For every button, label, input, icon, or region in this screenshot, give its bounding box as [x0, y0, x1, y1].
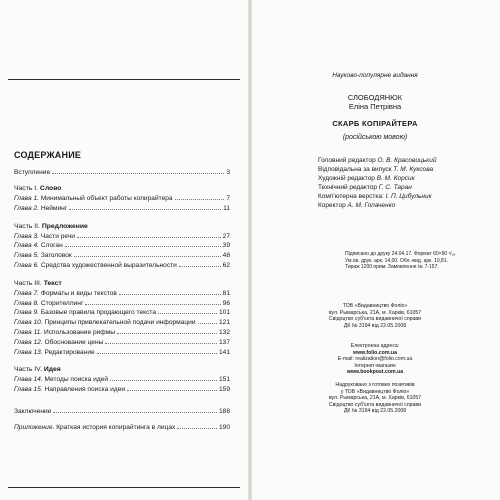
- credit-name: Г. С. Таран: [378, 184, 412, 191]
- toc-chapter-2-4-text: Средства художественной выразительности: [40, 262, 177, 269]
- credit-line: [318, 183, 436, 192]
- toc-chapter-3-1-text: Глава 7.: [14, 289, 41, 297]
- publisher-info: [250, 303, 500, 329]
- toc-part-4: [14, 365, 61, 374]
- toc-chapter-1-2-label: [14, 204, 67, 213]
- toc-chapter-2-1: [14, 232, 230, 241]
- toc-chapter-3-4-label: [14, 318, 196, 327]
- printer-line: вул. Рымарська, 21А, м. Харків, 61057: [328, 395, 422, 402]
- toc-chapter-3-6-label: [14, 338, 103, 347]
- toc-chapter-3-1-row: [14, 289, 230, 298]
- toc-chapter-1-2-text: Глава 2.: [14, 204, 41, 212]
- toc-part-3: [14, 279, 62, 288]
- credit-line: [318, 201, 436, 210]
- toc-part-prefix: Часть I.: [14, 185, 40, 192]
- toc-chapter-2-4-row: [14, 261, 230, 270]
- toc-chapter-3-3-row: [14, 308, 230, 317]
- publisher-line: вул. Рымарська, 21А, м. Харків, 61057: [328, 309, 422, 316]
- toc-part-prefix: Часть III.: [14, 279, 44, 287]
- toc-chapter-2-2-text: Слоган: [40, 242, 63, 250]
- toc-chapter-2-1-page: 27: [222, 232, 230, 240]
- toc-chapter-3-7-label: [14, 348, 95, 357]
- toc-chapter-2-2-text: Глава 4.: [14, 242, 41, 250]
- toc-chapter-1-2-leader: [69, 208, 221, 210]
- toc-part-title: Идея: [43, 366, 61, 374]
- toc-intro-text: Вступление: [14, 169, 51, 176]
- toc-chapter-2-4: [14, 261, 230, 270]
- toc-chapter-2-1-label: [14, 232, 75, 241]
- toc-chapter-3-5: [14, 328, 230, 337]
- publisher-line: ТОВ «Видавництво Фоліо»: [342, 303, 408, 309]
- toc-chapter-1-1: [14, 194, 230, 203]
- toc-chapter-3-4-leader: [198, 322, 217, 324]
- toc-chapter-3-7-page: 141: [218, 348, 230, 356]
- toc-chapter-1-2-text: Нейминг: [40, 204, 68, 212]
- toc-chapter-2-4-label: [14, 261, 177, 270]
- toc-chapter-1-1-leader: [175, 198, 225, 200]
- toc-chapter-3-6-row: [14, 338, 230, 347]
- toc-conclusion: [14, 407, 230, 416]
- credit-name: О. В. Красовицький: [377, 157, 437, 164]
- printer-line: ДК № 3194 від 22.05.2008: [343, 408, 407, 415]
- toc-chapter-2-3-page: 48: [222, 252, 230, 260]
- credit-role: Головний редактор: [318, 157, 378, 164]
- credit-role: Коректор: [318, 202, 348, 209]
- toc-chapter-3-7-text: Глава 13.: [14, 348, 45, 356]
- toc-conclusion-page: 188: [218, 408, 230, 415]
- toc-chapter-3-5-label: [14, 328, 115, 337]
- toc-chapter-4-2-leader: [127, 389, 217, 391]
- toc-chapter-3-3-text: Глава 9.: [14, 309, 41, 317]
- toc-conclusion-row: [14, 407, 230, 416]
- bottom-rule: [8, 487, 240, 488]
- credit-role: Технічний редактор: [318, 184, 379, 191]
- toc-title: СОДЕРЖАНИЕ: [14, 150, 82, 160]
- toc-chapter-2-3-row: [14, 251, 230, 260]
- toc-chapter-4-1-row: [14, 375, 230, 384]
- contact-info: [250, 343, 500, 376]
- toc-chapter-3-5-row: [14, 328, 230, 337]
- toc-intro-row: [14, 168, 230, 177]
- toc-chapter-2-4-leader: [179, 265, 221, 267]
- contact-line: www.folio.com.ua: [353, 349, 397, 356]
- toc-chapter-3-2-text: Сторителлинг: [40, 299, 84, 307]
- print-line: Ум.ов. друк. арк. 14,00. Обл.-вид. арк. 10,81.: [345, 257, 448, 264]
- toc-intro: [14, 168, 230, 177]
- toc-chapter-4-2-row: [14, 385, 230, 394]
- toc-chapter-3-7-leader: [97, 352, 217, 354]
- toc-appendix-page: 190: [218, 424, 230, 431]
- toc-intro-label: [14, 168, 50, 177]
- toc-chapter-1-1-text: Минимальный объект работы копирайтера: [40, 195, 173, 202]
- toc-part-title: Текст: [43, 279, 62, 287]
- toc-chapter-4-2-text: Направления поиска идеи: [44, 386, 126, 394]
- toc-chapter-3-3-page: 101: [218, 309, 230, 317]
- toc-chapter-3-7-row: [14, 348, 230, 357]
- toc-chapter-1-2-page: 11: [223, 204, 230, 212]
- toc-chapter-2-1-row: [14, 232, 230, 241]
- toc-appendix-leader: [177, 427, 217, 429]
- toc-chapter-3-3-label: [14, 308, 156, 317]
- toc-chapter-3-5-page: 132: [218, 329, 230, 336]
- printer-info: [250, 382, 500, 415]
- print-line: Підписано до друку 24.04.17. Формат 60×90 ¹/₁₆.: [345, 251, 457, 257]
- print-info: [345, 251, 457, 271]
- toc-chapter-2-2: [14, 241, 230, 250]
- credit-role: Художній редактор: [318, 175, 377, 182]
- toc-chapter-1-1-page: 7: [226, 195, 230, 202]
- toc-appendix-text: Краткая история копирайтинга в лицах: [56, 424, 176, 431]
- toc-chapter-3-3: [14, 308, 230, 317]
- toc-chapter-2-4-text: Глава 6.: [14, 262, 41, 269]
- toc-chapter-2-3: [14, 251, 230, 260]
- credit-line: [318, 192, 436, 201]
- printer-line: Свідоцтво суб'єкта видавничої справи: [328, 401, 422, 408]
- toc-chapter-1-2: [14, 204, 230, 213]
- author-name: Еліна Петрівна: [348, 102, 402, 111]
- toc-chapter-3-2-text: Глава 8.: [14, 299, 41, 307]
- print-line: Тираж 1200 прим. Замовлення № 7-157.: [345, 264, 439, 270]
- author-surname: СЛОБОДЯНЮК: [347, 93, 403, 102]
- toc-part-prefix: Часть IV.: [14, 366, 44, 374]
- toc-chapter-4-1: [14, 375, 230, 384]
- toc-chapter-3-5-leader: [117, 332, 217, 334]
- toc-chapter-3-2-page: 96: [222, 299, 230, 307]
- toc-chapter-3-1-text: Форматы и виды текстов: [40, 289, 117, 297]
- toc-chapter-3-1: [14, 289, 230, 298]
- credit-name: А. М. Гопаченко: [347, 202, 396, 209]
- toc-chapter-3-1-label: [14, 289, 117, 298]
- toc-chapter-3-4-row: [14, 318, 230, 327]
- toc-chapter-4-1-text: Глава 14.: [14, 376, 45, 384]
- toc-chapter-3-6: [14, 338, 230, 347]
- toc-chapter-2-2-label: [14, 241, 63, 250]
- toc-chapter-4-2: [14, 385, 230, 394]
- credit-role: Комп'ютерна верстка:: [318, 193, 386, 200]
- toc-conclusion-text: Заключение: [14, 408, 52, 415]
- toc-chapter-3-2-leader: [85, 303, 220, 305]
- toc-chapter-3-2-label: [14, 299, 83, 308]
- toc-chapter-1-1-text: Глава 1.: [14, 195, 41, 202]
- top-rule: [8, 79, 240, 80]
- language-note: (російською мовою): [342, 134, 408, 141]
- contact-line: E-mail: realization@folio.com.ua: [337, 356, 413, 363]
- toc-chapter-4-2-label: [14, 385, 125, 394]
- toc-chapter-3-1-page: 81: [222, 289, 230, 297]
- toc-chapter-4-1-label: [14, 375, 108, 384]
- toc-appendix-label: [14, 423, 175, 432]
- toc-chapter-4-1-text: Методы поиска идей: [44, 376, 109, 384]
- toc-chapter-2-3-text: Заголовок: [40, 252, 72, 260]
- toc-chapter-3-6-text: Обоснование цены: [44, 338, 104, 346]
- toc-chapter-2-3-label: [14, 251, 72, 260]
- toc-chapter-3-5-text: Использование рифмы: [44, 329, 115, 336]
- toc-appendix-text: Приложение.: [14, 424, 57, 431]
- credit-name: І. П. Цибульник: [385, 193, 432, 200]
- toc-part-title: Предложение: [41, 222, 88, 230]
- toc-chapter-3-5-text: Глава 11.: [14, 329, 44, 336]
- toc-part-title: Слово: [39, 185, 62, 192]
- credit-line: [318, 174, 436, 183]
- credit-name: Т. М. Куксова: [393, 166, 434, 173]
- toc-chapter-3-6-text: Глава 12.: [14, 338, 45, 346]
- toc-chapter-3-6-leader: [105, 342, 217, 344]
- toc-chapter-3-3-text: Базовые правила продающего текста: [40, 309, 157, 317]
- toc-chapter-3-6-page: 137: [218, 338, 230, 346]
- toc-chapter-2-1-text: Глава 3.: [14, 232, 41, 240]
- toc-chapter-1-2-row: [14, 204, 230, 213]
- toc-chapter-3-4: [14, 318, 230, 327]
- toc-chapter-3-2-row: [14, 299, 230, 308]
- toc-intro-leader: [52, 172, 224, 174]
- toc-part-1: [14, 184, 61, 193]
- credit-name: В. М. Корсик: [376, 175, 415, 182]
- toc-chapter-2-3-text: Глава 5.: [14, 252, 41, 260]
- toc-conclusion-leader: [53, 411, 217, 413]
- printer-line: Надруковано з готових позитивів: [335, 382, 415, 388]
- book-title: СКАРБ КОПІРАЙТЕРА: [332, 119, 418, 128]
- toc-chapter-3-7: [14, 348, 230, 357]
- credit-line: [318, 156, 436, 165]
- contact-line: Електронна адреса:: [350, 343, 400, 349]
- toc-part-2: [14, 222, 88, 231]
- toc-chapter-3-4-text: Принципы привлекательной подачи информации: [44, 319, 196, 327]
- toc-chapter-3-3-leader: [158, 312, 217, 314]
- publication-type: Науково-популярне видання: [332, 72, 418, 79]
- toc-appendix-row: [14, 423, 230, 432]
- publisher-line: ДК № 3194 від 22.05.2008: [343, 322, 407, 329]
- toc-appendix: [14, 423, 230, 432]
- toc-chapter-3-4-text: Глава 10.: [14, 319, 45, 327]
- toc-chapter-4-2-text: Глава 15.: [14, 386, 45, 394]
- publisher-line: Свідоцтво суб'єкта видавничої справи: [328, 316, 422, 323]
- contact-line: Інтернет-магазин: [354, 362, 396, 369]
- toc-part-prefix: Часть II.: [14, 222, 42, 230]
- toc-conclusion-label: [14, 407, 51, 416]
- toc-chapter-1-1-row: [14, 194, 230, 203]
- toc-chapter-3-2: [14, 299, 230, 308]
- toc-chapter-4-1-leader: [110, 379, 217, 381]
- toc-chapter-2-4-page: 62: [222, 262, 230, 269]
- toc-chapter-4-1-page: 151: [218, 376, 230, 384]
- toc-chapter-3-1-leader: [119, 293, 221, 295]
- toc-chapter-3-7-text: Редактирование: [44, 348, 95, 356]
- toc-chapter-4-2-page: 159: [218, 386, 230, 394]
- toc-chapter-2-1-leader: [77, 236, 221, 238]
- credit-role: Відповідальна за випуск: [318, 166, 394, 173]
- toc-chapter-2-2-page: 39: [222, 242, 230, 250]
- toc-chapter-2-3-leader: [74, 255, 221, 257]
- toc-chapter-3-4-page: 121: [218, 319, 230, 327]
- credit-line: [318, 165, 436, 174]
- toc-chapter-1-1-label: [14, 194, 173, 203]
- toc-intro-page: 3: [226, 169, 230, 176]
- credits-list: [318, 156, 436, 210]
- toc-chapter-2-2-leader: [65, 245, 221, 247]
- printer-line: у ТОВ «Видавництво Фоліо»: [340, 388, 410, 395]
- toc-chapter-2-1-text: Части речи: [40, 232, 75, 240]
- contact-line: www.bookpost.com.ua: [346, 369, 404, 376]
- toc-chapter-2-2-row: [14, 241, 230, 250]
